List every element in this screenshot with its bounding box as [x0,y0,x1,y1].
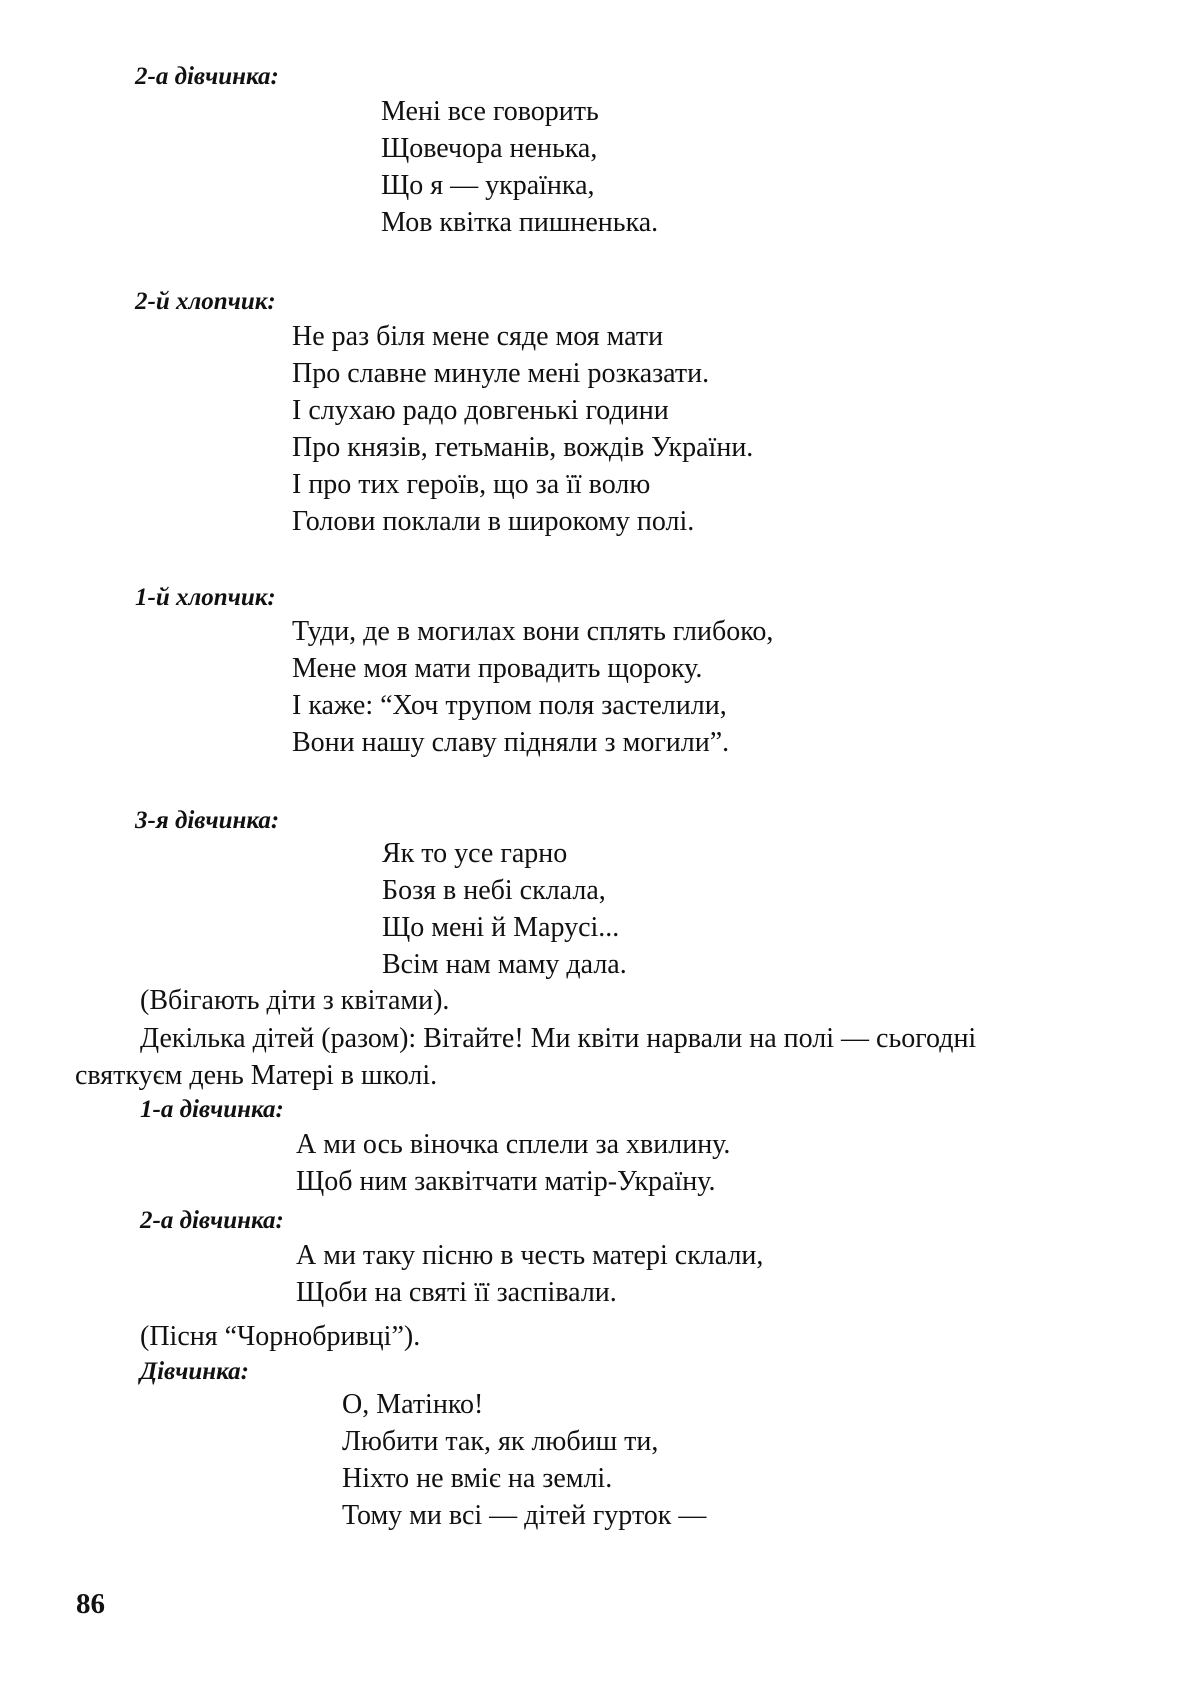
verse-line: Бозя в небі склала, [382,875,606,906]
verse-line: А ми ось віночка сплели за хвилину. [296,1129,731,1160]
verse-line: І слухаю радо довгенькі години [292,395,669,426]
verse-line: О, Матінко! [342,1389,484,1420]
verse-line: Мені все говорить [381,96,599,127]
verse-line: Щовечора ненька, [381,133,598,164]
verse-line: Що мені й Марусі... [382,912,620,943]
stage-direction: (Пісня “Чорнобривці”). [140,1321,421,1352]
chorus-line: Декілька дітей (разом): Вітайте! Ми квіти нарвали на полі — сьогодні [140,1023,977,1054]
verse-stanza [292,613,773,761]
speaker-label: 2-а дівчинка: [140,1207,284,1234]
verse-line: Любити так, як любиш ти, [342,1426,659,1457]
verse-line: А ми таку пісню в честь матері склали, [296,1240,764,1271]
verse-line: Мов квітка пишненька. [381,207,659,238]
speaker-label: 2-й хлопчик: [135,288,276,315]
verse-stanza [342,1386,706,1534]
verse-line: Як то усе гарно [382,838,568,869]
verse-line: Про славне минуле мені розказати. [292,358,710,389]
speaker-label: Дівчинка: [140,1358,249,1385]
verse-stanza [296,1237,763,1311]
verse-line: Щоб ним заквітчати матір-Україну. [296,1166,716,1197]
verse-line: Не раз біля мене сяде моя мати [292,321,664,352]
chorus-line: святкуєм день Матері в школі. [75,1060,438,1091]
speaker-label: 1-а дівчинка: [140,1096,284,1123]
verse-line: Про князів, гетьманів, вождів України. [292,432,754,463]
speaker-label: 3-я дівчинка: [135,807,280,834]
page-number: 86 [76,1588,105,1620]
speaker-label: 2-а дівчинка: [135,63,279,90]
verse-stanza [292,318,753,540]
verse-line: Що я — українка, [381,170,595,201]
verse-line: І про тих героїв, що за її волю [292,469,651,500]
verse-line: Ніхто не вміє на землі. [342,1463,613,1494]
verse-line: Туди, де в могилах вони сплять глибоко, [292,616,774,647]
verse-stanza [296,1126,730,1200]
verse-line: Голови поклали в широкому полі. [292,506,695,537]
speaker-label: 1-й хлопчик: [135,584,276,611]
verse-line: Мене моя мати провадить щороку. [292,653,703,684]
verse-stanza [382,835,627,983]
stage-direction: (Вбігають діти з квітами). [140,985,450,1016]
verse-line: Тому ми всі — дітей гурток — [342,1500,707,1531]
verse-line: І каже: “Хоч трупом поля застелили, [292,690,727,721]
verse-line: Щоби на святі її заспівали. [296,1277,617,1308]
verse-line: Вони нашу славу підняли з могили”. [292,727,730,758]
verse-line: Всім нам маму дала. [382,949,627,980]
verse-stanza [381,93,658,241]
